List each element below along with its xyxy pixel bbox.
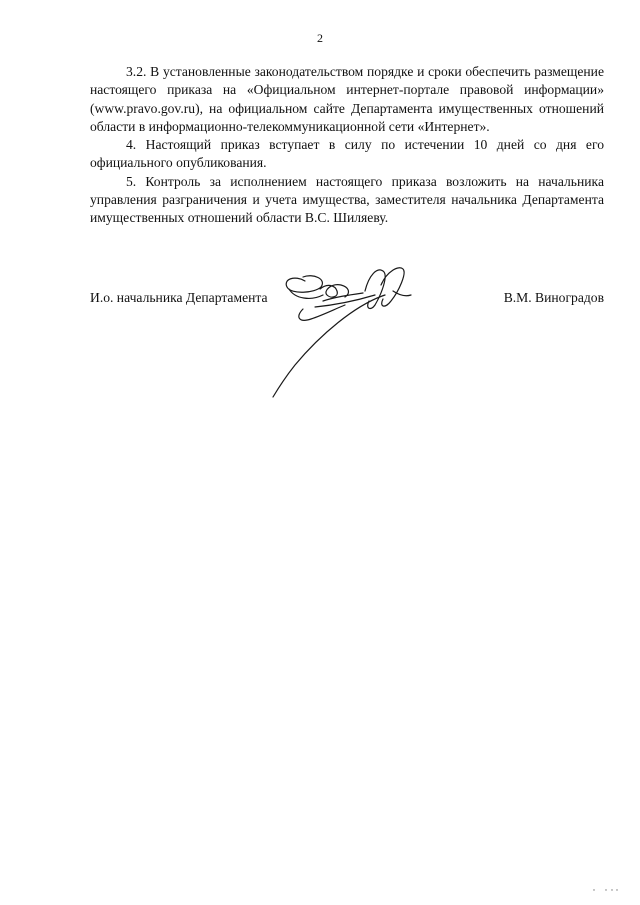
paragraph-4: 4. Настоящий приказ вступает в силу по истечении 10 дней со дня его официального опубликования.: [90, 137, 604, 171]
paragraph-3-2: 3.2. В установленные законодательством порядке и сроки обеспечить размещение настоящего приказа на «Официальном интернет-портале правовой информации» (www.pravo.gov.ru), на официальном сайте Департамента имущественных отношений области в информационно-телекоммуникационной сети «Интернет».: [90, 64, 604, 134]
signatory-name: В.М. Виноградов: [503, 290, 604, 305]
signature-block: [90, 290, 604, 410]
document-body: [90, 63, 604, 228]
scan-artifact-dots: [592, 886, 622, 894]
paragraph-5: 5. Контроль за исполнением настоящего приказа возложить на начальника управления разграничения и учета имущества, заместителя начальника Департамента имущественных отношений области В.С. Шиляеву.: [90, 173, 604, 226]
signatory-position: И.о. начальника Департамента: [90, 290, 268, 305]
page-number: 2: [317, 31, 323, 45]
handwritten-signature-icon: [265, 265, 465, 400]
